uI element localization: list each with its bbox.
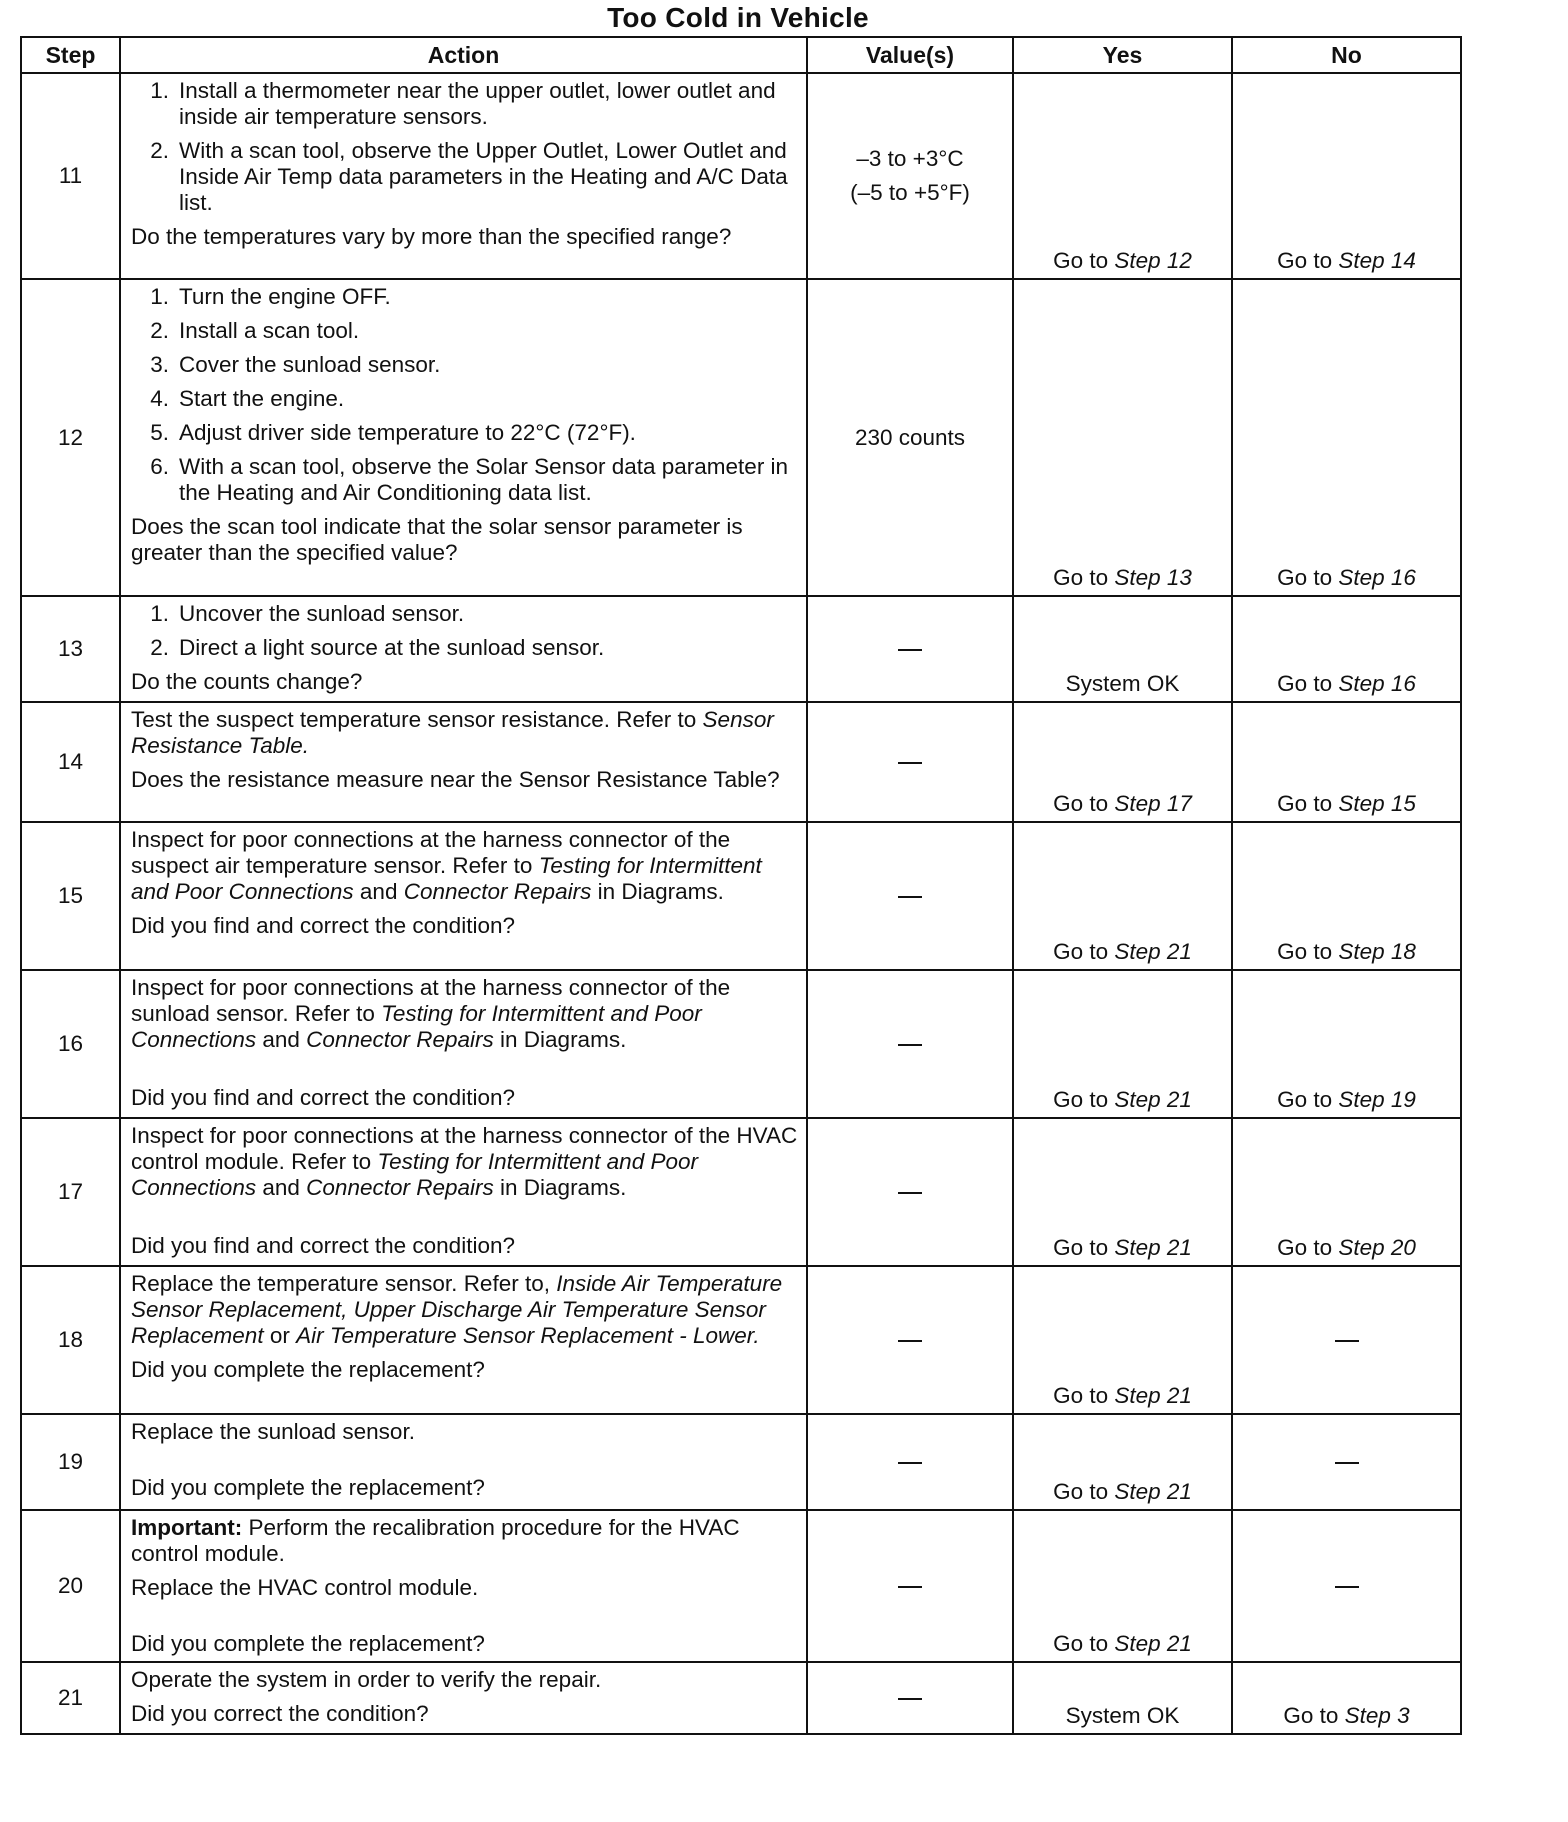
reference-link[interactable]: Connector Repairs — [306, 1027, 494, 1052]
yes-step-link[interactable]: Step 13 — [1114, 565, 1192, 590]
no-step-link[interactable]: Step 16 — [1338, 565, 1416, 590]
action-cell — [120, 279, 807, 596]
yes-cell: Go to Step 12 — [1013, 73, 1232, 279]
value-cell — [807, 73, 1013, 279]
no-cell — [1232, 1266, 1461, 1414]
action-question: Did you complete the replacement? — [131, 1631, 485, 1656]
yes-cell: Go to Step 17 — [1013, 702, 1232, 822]
action-cell — [120, 822, 807, 970]
no-step-link[interactable]: Step 3 — [1344, 1703, 1410, 1728]
action-question: Does the resistance measure near the Sensor Resistance Table? — [131, 767, 780, 792]
value-cell — [807, 1118, 1013, 1266]
no-cell — [1232, 1510, 1461, 1662]
table-row-step-17 — [21, 1118, 1461, 1266]
value-cell — [807, 702, 1013, 822]
header-yes: Yes — [1013, 37, 1232, 73]
header-row — [21, 37, 1461, 73]
table-row-step-11 — [21, 73, 1461, 279]
step-number: 13 — [21, 596, 120, 702]
header-step: Step — [21, 37, 120, 73]
value-cell — [807, 970, 1013, 1118]
yes-step-link[interactable]: Step 21 — [1114, 1631, 1192, 1656]
empty-dash — [898, 649, 922, 651]
table-row-step-18 — [21, 1266, 1461, 1414]
action-item: 2. Direct a light source at the sunload sensor. — [150, 635, 605, 660]
reference-link[interactable]: Air Temperature Sensor Replacement - Lower. — [296, 1323, 760, 1348]
value-cell — [807, 1414, 1013, 1510]
no-cell: Go to Step 16 — [1232, 596, 1461, 702]
action-text: Important: Perform the recalibration procedure for the HVAC control module. — [131, 1515, 740, 1566]
action-item: 4. Start the engine. — [150, 386, 345, 411]
yes-step-link[interactable]: Step 21 — [1114, 1087, 1192, 1112]
empty-dash — [898, 1340, 922, 1342]
action-text: Test the suspect temperature sensor resistance. Refer to Sensor Resistance Table. — [131, 707, 774, 758]
action-item: 2. Install a scan tool. — [150, 318, 360, 343]
no-cell: Go to Step 15 — [1232, 702, 1461, 822]
action-cell — [120, 970, 807, 1118]
step-number: 11 — [21, 73, 120, 279]
empty-dash — [898, 1044, 922, 1046]
action-item: 1. Turn the engine OFF. — [150, 284, 391, 309]
action-question: Did you find and correct the condition? — [131, 913, 515, 938]
reference-link[interactable]: Connector Repairs — [403, 879, 592, 904]
action-question: Did you find and correct the condition? — [131, 1085, 515, 1110]
action-question: Do the temperatures vary by more than the specified range? — [131, 224, 732, 249]
action-question: Does the scan tool indicate that the solar sensor parameter is greater than the specified value? — [131, 514, 743, 565]
yes-cell: Go to Step 21 — [1013, 970, 1232, 1118]
action-item: 5. Adjust driver side temperature to 22°C (72°F). — [150, 420, 636, 445]
no-cell: Go to Step 3 — [1232, 1662, 1461, 1734]
action-question: Do the counts change? — [131, 669, 363, 694]
reference-link[interactable]: Testing for Intermittent and Poor Connections — [131, 1001, 702, 1052]
action-item: 2. With a scan tool, observe the Upper Outlet, Lower Outlet and Inside Air Temp data parameters in the Heating and A/C Data list. — [150, 138, 788, 215]
yes-step-link[interactable]: Step 21 — [1114, 1479, 1192, 1504]
no-cell: Go to Step 14 — [1232, 73, 1461, 279]
action-cell — [120, 1266, 807, 1414]
action-question: Did you complete the replacement? — [131, 1357, 485, 1382]
action-cell — [120, 596, 807, 702]
action-item: 6. With a scan tool, observe the Solar Sensor data parameter in the Heating and Air Conditioning data list. — [150, 454, 789, 505]
yes-step-link[interactable]: Step 21 — [1114, 1235, 1192, 1260]
action-item: 3. Cover the sunload sensor. — [150, 352, 441, 377]
no-cell: Go to Step 20 — [1232, 1118, 1461, 1266]
important-label: Important: — [131, 1515, 243, 1540]
table-row-step-20 — [21, 1510, 1461, 1662]
table-row-step-16 — [21, 970, 1461, 1118]
page-title: Too Cold in Vehicle — [607, 2, 869, 33]
value-cell — [807, 1662, 1013, 1734]
value-cell: 230 counts — [807, 279, 1013, 596]
no-cell: Go to Step 18 — [1232, 822, 1461, 970]
empty-dash — [898, 762, 922, 764]
action-item: 1. Uncover the sunload sensor. — [150, 601, 465, 626]
step-number: 15 — [21, 822, 120, 970]
value-celsius: –3 to +3°C — [856, 146, 964, 171]
diagnostic-table — [20, 36, 1462, 1735]
step-number: 19 — [21, 1414, 120, 1510]
reference-link[interactable]: Inside Air Temperature Sensor Replacement, Upper Discharge Air Temperature Sensor Replacement — [131, 1271, 783, 1348]
action-cell — [120, 1510, 807, 1662]
yes-result: System OK — [1065, 1703, 1180, 1728]
step-number: 18 — [21, 1266, 120, 1414]
table-row-step-12 — [21, 279, 1461, 596]
action-cell — [120, 1662, 807, 1734]
empty-dash — [898, 1192, 922, 1194]
table-row-step-19 — [21, 1414, 1461, 1510]
yes-cell: Go to Step 21 — [1013, 822, 1232, 970]
no-cell: Go to Step 16 — [1232, 279, 1461, 596]
yes-cell: Go to Step 21 — [1013, 1510, 1232, 1662]
value-fahrenheit: (–5 to +5°F) — [850, 180, 970, 205]
yes-step-link[interactable]: Step 17 — [1114, 791, 1192, 816]
table-row-step-13 — [21, 596, 1461, 702]
value-cell — [807, 1266, 1013, 1414]
action-text: Replace the temperature sensor. Refer to, Inside Air Temperature Sensor Replacement, Upper Discharge Air Temperature Sensor Replacement or Air Temperature Sensor Replacement - Lower. — [131, 1271, 783, 1348]
yes-cell — [1013, 596, 1232, 702]
empty-dash — [1335, 1586, 1359, 1588]
yes-cell: Go to Step 21 — [1013, 1414, 1232, 1510]
action-item: 1. Install a thermometer near the upper outlet, lower outlet and inside air temperature sensors. — [150, 78, 776, 129]
action-cell — [120, 73, 807, 279]
table-row-step-21 — [21, 1662, 1461, 1734]
header-no: No — [1232, 37, 1461, 73]
reference-link[interactable]: Connector Repairs — [306, 1175, 494, 1200]
no-cell: Go to Step 19 — [1232, 970, 1461, 1118]
no-step-link[interactable]: Step 16 — [1338, 671, 1416, 696]
value-cell — [807, 1510, 1013, 1662]
empty-dash — [1335, 1340, 1359, 1342]
no-step-link[interactable]: Step 18 — [1338, 939, 1416, 964]
step-number: 14 — [21, 702, 120, 822]
step-number: 17 — [21, 1118, 120, 1266]
empty-dash — [898, 896, 922, 898]
action-question: Did you find and correct the condition? — [131, 1233, 515, 1258]
step-number: 12 — [21, 279, 120, 596]
yes-cell: Go to Step 13 — [1013, 279, 1232, 596]
yes-step-link[interactable]: Step 21 — [1114, 1383, 1192, 1408]
yes-step-link[interactable]: Step 12 — [1114, 248, 1192, 273]
yes-cell: Go to Step 21 — [1013, 1266, 1232, 1414]
empty-dash — [898, 1586, 922, 1588]
yes-result: System OK — [1065, 671, 1180, 696]
action-question: Did you correct the condition? — [131, 1701, 429, 1726]
header-value: Value(s) — [807, 37, 1013, 73]
no-step-link[interactable]: Step 20 — [1338, 1235, 1416, 1260]
action-text: Replace the sunload sensor. — [131, 1419, 415, 1444]
yes-cell — [1013, 1662, 1232, 1734]
no-step-link[interactable]: Step 15 — [1338, 791, 1416, 816]
yes-cell: Go to Step 21 — [1013, 1118, 1232, 1266]
action-text: Operate the system in order to verify the repair. — [131, 1667, 602, 1692]
step-number: 16 — [21, 970, 120, 1118]
action-text: Inspect for poor connections at the harness connector of the sunload sensor. Refer to Testing for Intermittent and Poor Connections and Connector Repairs in Diagrams. — [131, 975, 731, 1052]
empty-dash — [898, 1462, 922, 1464]
action-text: Replace the HVAC control module. — [131, 1575, 479, 1600]
action-question: Did you complete the replacement? — [131, 1475, 485, 1500]
empty-dash — [898, 1698, 922, 1700]
header-action: Action — [120, 37, 807, 73]
table-row-step-14 — [21, 702, 1461, 822]
table-row-step-15 — [21, 822, 1461, 970]
no-cell — [1232, 1414, 1461, 1510]
action-text: Inspect for poor connections at the harness connector of the HVAC control module. Refer to Testing for Intermittent and Poor Connections and Connector Repairs in Diagrams. — [131, 1123, 798, 1200]
empty-dash — [1335, 1462, 1359, 1464]
action-cell — [120, 1414, 807, 1510]
yes-step-link[interactable]: Step 21 — [1114, 939, 1192, 964]
reference-link[interactable]: Testing for Intermittent and Poor Connections — [131, 1149, 698, 1200]
value-cell — [807, 596, 1013, 702]
action-text: Inspect for poor connections at the harness connector of the suspect air temperature sensor. Refer to Testing for Intermittent and Poor Connections and Connector Repairs in Diagrams. — [131, 827, 762, 904]
action-cell — [120, 702, 807, 822]
reference-link[interactable]: Sensor Resistance Table. — [131, 707, 774, 758]
reference-link[interactable]: Testing for Intermittent and Poor Connections — [131, 853, 762, 904]
step-number: 20 — [21, 1510, 120, 1662]
value-cell — [807, 822, 1013, 970]
no-step-link[interactable]: Step 14 — [1338, 248, 1416, 273]
no-step-link[interactable]: Step 19 — [1338, 1087, 1416, 1112]
action-cell — [120, 1118, 807, 1266]
step-number: 21 — [21, 1662, 120, 1734]
